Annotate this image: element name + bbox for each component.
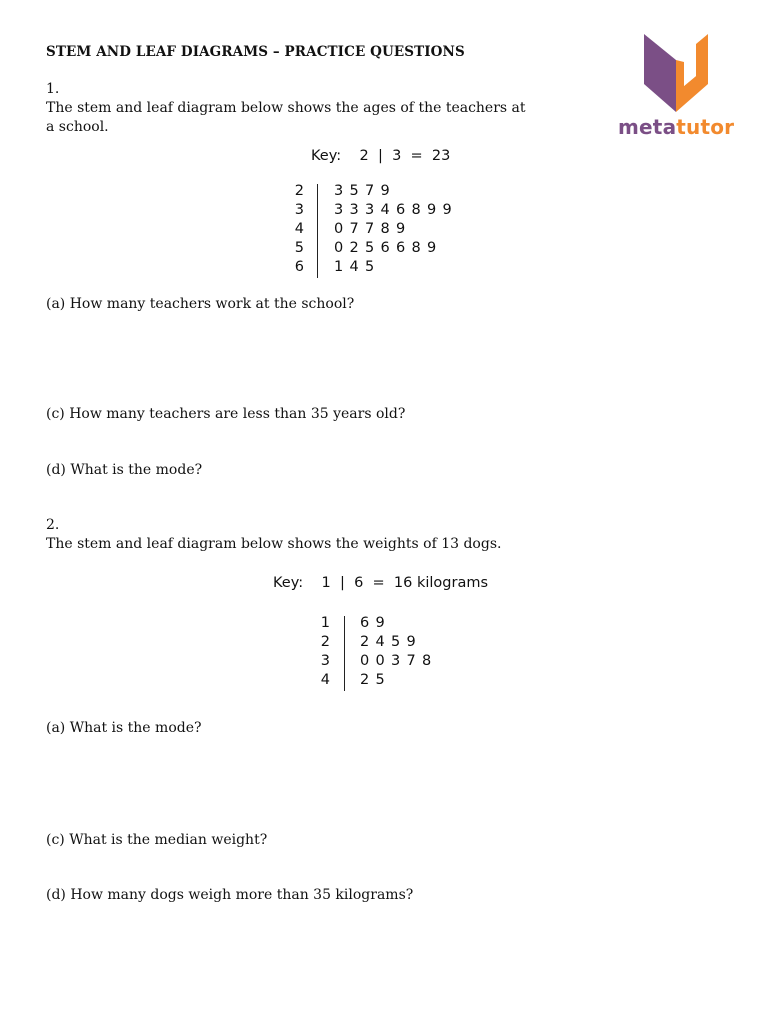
q1-number: 1.	[46, 81, 60, 97]
leaf-digit: 8	[422, 653, 432, 669]
leaf-digit: 9	[375, 615, 385, 631]
q2-leaf-row	[360, 614, 438, 633]
q1-intro-line1: The stem and leaf diagram below shows the ages of the teachers at	[46, 100, 526, 116]
q2-stem: 3	[320, 653, 330, 669]
q1-stem: 4	[294, 221, 304, 237]
leaf-digit: 4	[349, 259, 359, 275]
leaf-digit: 0	[334, 221, 344, 237]
q1-stem: 5	[294, 240, 304, 256]
q1-intro-line2: a school.	[46, 119, 109, 135]
q1-leaf-row	[334, 182, 458, 201]
q1-stem: 3	[294, 202, 304, 218]
leaf-digit: 3	[334, 183, 344, 199]
q2-leaves	[360, 614, 438, 690]
leaf-digit: 6	[360, 615, 370, 631]
q2-leaf-row	[360, 671, 438, 690]
q2-divider-line	[344, 616, 345, 691]
q1-leaves	[334, 182, 458, 277]
leaf-digit: 7	[349, 221, 359, 237]
leaf-digit: 9	[380, 183, 390, 199]
leaf-digit: 9	[427, 240, 437, 256]
leaf-digit: 9	[406, 634, 416, 650]
q1-stem: 2	[294, 183, 304, 199]
leaf-digit: 3	[391, 653, 401, 669]
q2-part-a: (a) What is the mode?	[46, 720, 202, 736]
logo-mark-icon	[618, 30, 738, 114]
q1-stem: 6	[294, 259, 304, 275]
q2-key: Key: 1 | 6 = 16 kilograms	[273, 575, 489, 591]
q1-part-d: (d) What is the mode?	[46, 462, 203, 478]
leaf-digit: 3	[349, 202, 359, 218]
metatutor-logo	[618, 30, 738, 142]
leaf-digit: 5	[349, 183, 359, 199]
q2-leaf-row	[360, 633, 438, 652]
leaf-digit: 1	[334, 259, 344, 275]
leaf-digit: 2	[360, 672, 370, 688]
leaf-digit: 0	[334, 240, 344, 256]
q2-leaf-row	[360, 652, 438, 671]
q2-part-d: (d) How many dogs weigh more than 35 kilograms?	[46, 887, 414, 903]
leaf-digit: 2	[349, 240, 359, 256]
leaf-digit: 0	[375, 653, 385, 669]
logo-word-meta: meta	[618, 115, 677, 139]
leaf-digit: 5	[375, 672, 385, 688]
leaf-digit: 6	[396, 240, 406, 256]
q2-stems	[314, 614, 330, 690]
leaf-digit: 8	[411, 202, 421, 218]
q1-part-c: (c) How many teachers are less than 35 years old?	[46, 406, 406, 422]
leaf-digit: 9	[396, 221, 406, 237]
leaf-digit: 7	[365, 183, 375, 199]
leaf-digit: 5	[391, 634, 401, 650]
q2-stem: 1	[320, 615, 330, 631]
leaf-digit: 6	[396, 202, 406, 218]
leaf-digit: 5	[365, 240, 375, 256]
leaf-digit: 4	[375, 634, 385, 650]
logo-word-tutor: tutor	[676, 115, 735, 139]
q2-number: 2.	[46, 517, 60, 533]
q1-leaf-row	[334, 220, 458, 239]
q2-stem: 2	[320, 634, 330, 650]
leaf-digit: 9	[427, 202, 437, 218]
logo-wordmark	[618, 115, 734, 139]
leaf-digit: 3	[365, 202, 375, 218]
q2-intro: The stem and leaf diagram below shows the weights of 13 dogs.	[46, 536, 502, 552]
leaf-digit: 2	[360, 634, 370, 650]
leaf-digit: 8	[380, 221, 390, 237]
q1-leaf-row	[334, 258, 458, 277]
q2-part-c: (c) What is the median weight?	[46, 832, 268, 848]
leaf-digit: 6	[380, 240, 390, 256]
q2-stem: 4	[320, 672, 330, 688]
q1-leaf-row	[334, 239, 458, 258]
page-title: STEM AND LEAF DIAGRAMS – PRACTICE QUESTIONS	[46, 44, 465, 60]
leaf-digit: 4	[380, 202, 390, 218]
leaf-digit: 3	[334, 202, 344, 218]
leaf-digit: 7	[365, 221, 375, 237]
leaf-digit: 0	[360, 653, 370, 669]
leaf-digit: 5	[365, 259, 375, 275]
leaf-digit: 8	[411, 240, 421, 256]
q1-key: Key: 2 | 3 = 23	[311, 148, 451, 164]
q1-stems	[288, 182, 304, 277]
leaf-digit: 7	[406, 653, 416, 669]
q1-divider-line	[317, 184, 318, 278]
leaf-digit: 9	[442, 202, 452, 218]
q1-part-a: (a) How many teachers work at the school?	[46, 296, 355, 312]
q1-leaf-row	[334, 201, 458, 220]
